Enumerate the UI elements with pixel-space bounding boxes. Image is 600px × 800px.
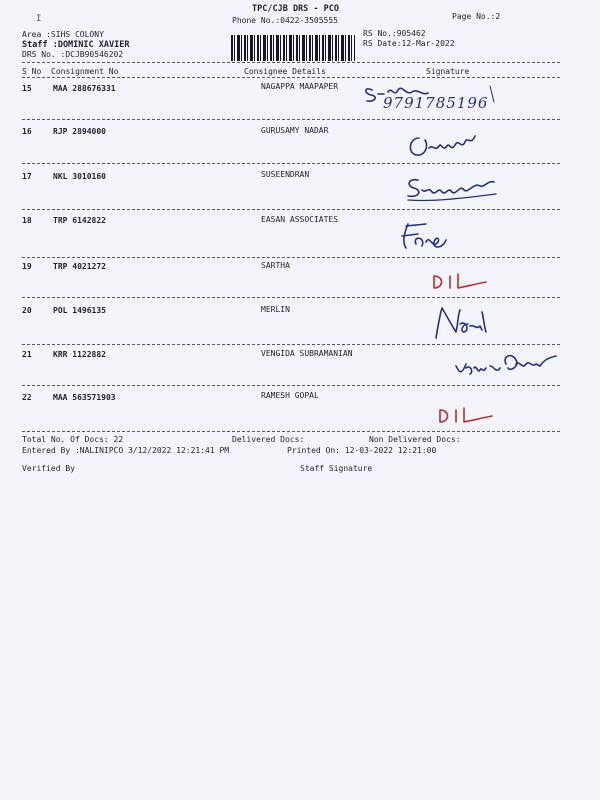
office-title: TPC/CJB DRS - PCO [252,4,339,14]
column-consignee: Consignee Details [244,67,326,76]
column-s-no: S No [22,67,42,76]
row-consignee: VENGIDA SUBRAMANIAN [261,349,353,358]
row-s-no: 20 [22,306,32,315]
entered-by: Entered By :NALINIPCO 3/12/2022 12:21:41 PM [22,446,230,455]
row-s-no: 22 [22,393,32,402]
staff-signature-label: Staff Signature [300,464,373,473]
row-s-no: 17 [22,172,32,181]
row-consignee: EASAN ASSOCIATES [261,215,339,224]
column-consignment: Consignment No [51,67,119,76]
column-signature: Signature [426,67,470,76]
drs-number: DRS No. :DCJB90546202 [22,50,124,59]
rs-number: RS No.:905462 [363,29,426,38]
row-divider [22,163,560,164]
page-number: Page No.:2 [452,12,501,21]
row-consignment: KRR 1122882 [53,350,106,359]
non-delivery-mark [430,268,490,292]
barcode [231,35,355,61]
row-consignment: RJP 2894000 [53,127,106,136]
row-divider [22,257,560,258]
non-delivery-mark [436,404,496,428]
corner-mark: I [36,14,42,24]
row-s-no: 21 [22,350,32,359]
row-consignment: NKL 3010160 [53,172,106,181]
verified-by: Verified By [22,464,75,473]
header-top-rule [22,62,560,63]
delivered-docs: Delivered Docs: [232,435,305,444]
row-divider [22,385,560,386]
phone-number: Phone No.:0422-3505555 [232,16,338,25]
row-consignment: TRP 6142822 [53,216,106,225]
handwritten-signature [396,220,456,256]
row-s-no: 19 [22,262,32,271]
row-divider [22,297,560,298]
staff-name: Staff :DOMINIC XAVIER [22,40,130,50]
row-s-no: 18 [22,216,32,225]
row-consignee: GURUSAMY NADAR [261,126,329,135]
row-s-no: 15 [22,84,32,93]
header-bottom-rule [22,77,560,78]
row-consignee: NAGAPPA MAAPAPER [261,82,339,91]
row-s-no: 16 [22,127,32,136]
row-consignee: RAMESH GOPAL [261,391,319,400]
row-consignee: SARTHA [261,261,290,270]
row-divider [22,209,560,210]
handwritten-signature [432,302,502,342]
row-divider [22,119,560,120]
row-consignee: MERLIN [261,305,290,314]
row-divider [22,431,560,432]
total-docs: Total No. Of Docs: 22 [22,435,124,444]
printed-on: Printed On: 12-03-2022 12:21:00 [287,446,437,455]
handwritten-signature [405,128,485,162]
handwritten-signature [452,346,562,380]
row-divider [22,344,560,345]
row-consignment: POL 1496135 [53,306,106,315]
row-consignment: TRP 4021272 [53,262,106,271]
rs-date: RS Date:12-Mar-2022 [363,39,455,48]
row-consignee: SUSEENDRAN [261,170,310,179]
non-delivered-docs: Non Delivered Docs: [369,435,461,444]
area: Area :SIHS COLONY [22,30,104,39]
row-consignment: MAA 563571903 [53,393,116,402]
handwritten-signature [404,172,504,206]
row-consignment: MAA 288676331 [53,84,116,93]
handwritten-phone: 9791785196 [383,94,489,112]
